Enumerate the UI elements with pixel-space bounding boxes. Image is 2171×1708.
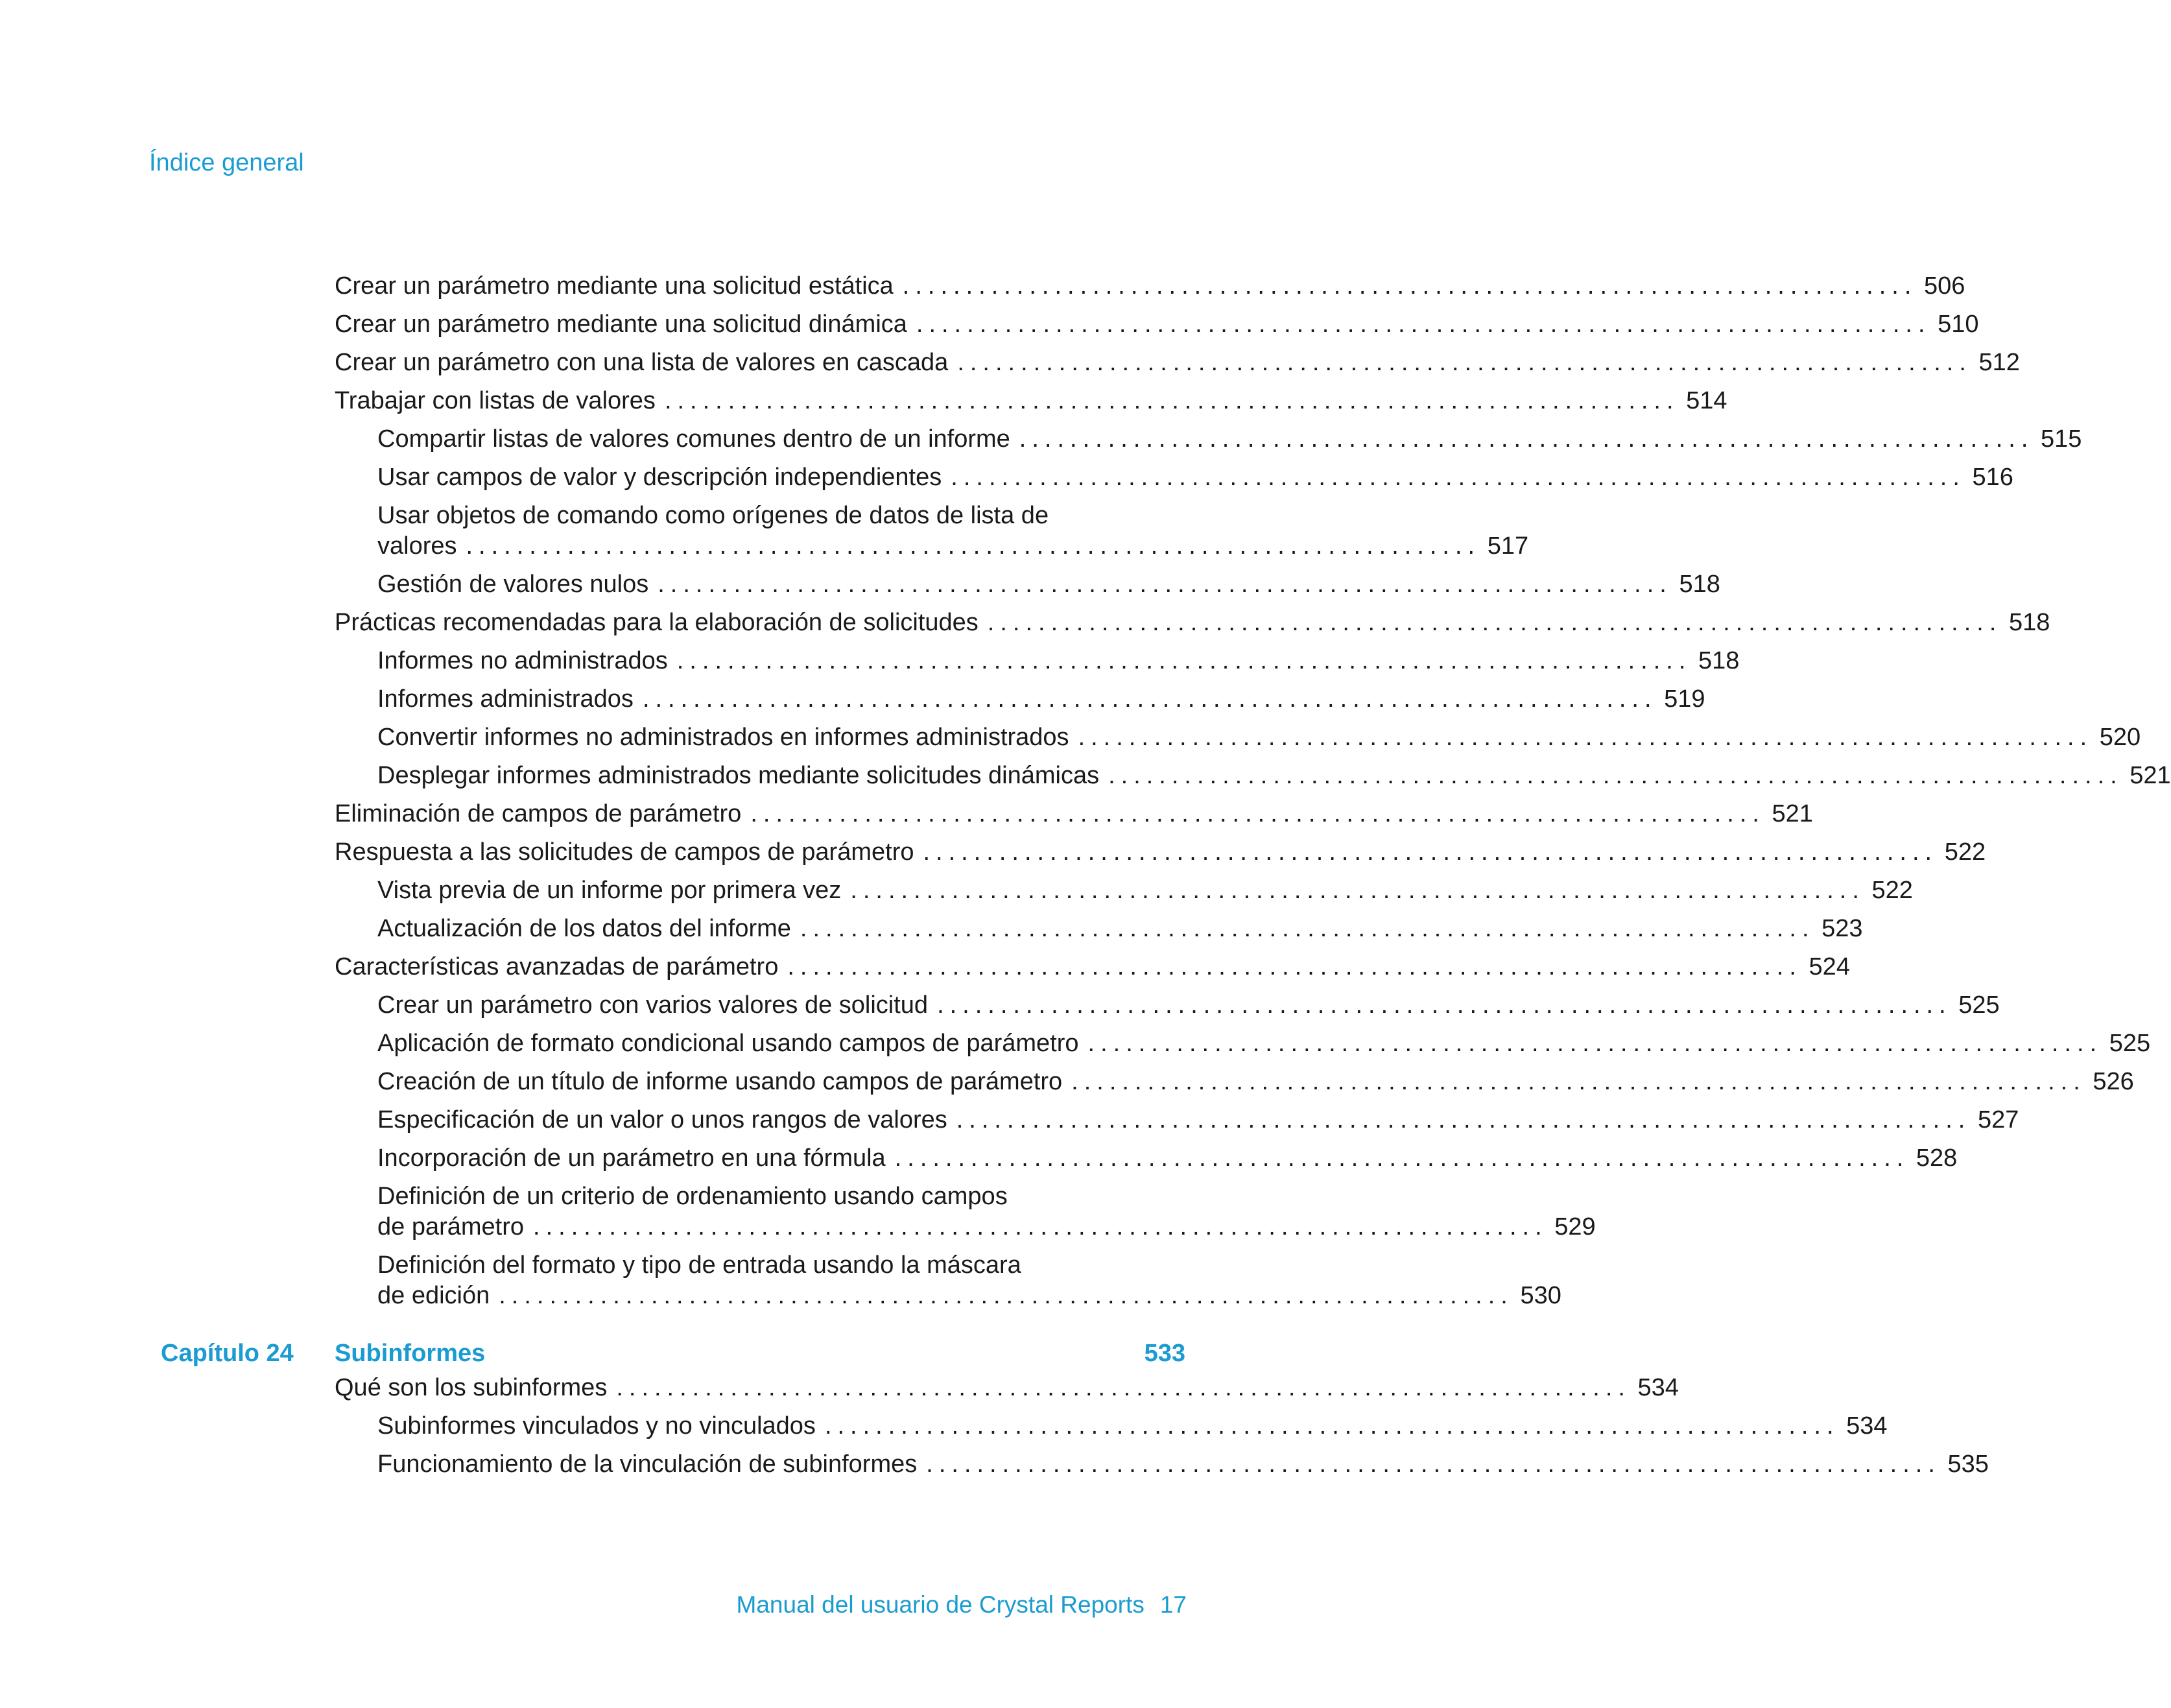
toc-entry-label: Respuesta a las solicitudes de campos de parámetro bbox=[335, 838, 914, 866]
toc-entry-page: 516 bbox=[1972, 464, 2013, 491]
toc-entry-page: 518 bbox=[1698, 647, 1740, 674]
page-header-title: Índice general bbox=[149, 149, 304, 176]
toc-entry[interactable] bbox=[335, 386, 1727, 424]
toc-entry-page: 525 bbox=[1958, 991, 2000, 1019]
leader-dots: ................................................................................ bbox=[676, 647, 1692, 674]
toc-entry[interactable] bbox=[335, 1028, 2151, 1067]
leader-dots: ................................................................................ bbox=[894, 1145, 1910, 1172]
toc-entry-label: Creación de un título de informe usando campos de parámetro bbox=[377, 1068, 1063, 1095]
toc-entry-label: Vista previa de un informe por primera vez bbox=[377, 877, 842, 904]
toc-entry-page: 514 bbox=[1686, 387, 1727, 414]
leader-dots: ................................................................................ bbox=[1019, 425, 2034, 453]
leader-dots: ................................................................................ bbox=[664, 387, 1679, 414]
toc-entry-label: Crear un parámetro con una lista de valores en cascada bbox=[335, 349, 949, 376]
toc-entry-page: 512 bbox=[1978, 349, 2020, 376]
toc-entry-label: Gestión de valores nulos bbox=[377, 571, 649, 598]
toc-entry-page: 518 bbox=[1679, 571, 1720, 598]
toc-entry-label-line1: Usar objetos de comando como orígenes de datos de lista de bbox=[377, 502, 1049, 529]
leader-dots: ................................................................................ bbox=[800, 915, 1815, 942]
toc-entry[interactable] bbox=[335, 646, 1740, 684]
leader-dots: ................................................................................ bbox=[1071, 1068, 2086, 1095]
toc-entry-page: 534 bbox=[1637, 1374, 1679, 1401]
leader-dots: ................................................................................ bbox=[956, 1106, 1971, 1133]
chapter-number: Capítulo 24 bbox=[161, 1340, 294, 1367]
toc-entry-page: 524 bbox=[1809, 953, 1850, 980]
toc-entry[interactable] bbox=[335, 569, 1720, 608]
toc-entry[interactable] bbox=[335, 1067, 2134, 1105]
leader-dots: ................................................................................ bbox=[1108, 762, 2123, 789]
toc-entry-label: Aplicación de formato condicional usando campos de parámetro bbox=[377, 1030, 1079, 1057]
toc-entry-page: 535 bbox=[1947, 1451, 1989, 1478]
toc-entry[interactable] bbox=[335, 722, 2141, 761]
toc-entry[interactable] bbox=[335, 1105, 2019, 1143]
toc-entry[interactable] bbox=[335, 1373, 1679, 1411]
toc-entry[interactable] bbox=[335, 684, 1705, 722]
toc-entry[interactable] bbox=[335, 875, 1913, 914]
toc-entry[interactable] bbox=[335, 990, 2000, 1028]
leader-dots: ................................................................................ bbox=[937, 991, 1952, 1019]
toc-entry-label: Eliminación de campos de parámetro bbox=[335, 800, 742, 827]
toc-entry-label: Informes no administrados bbox=[377, 647, 668, 674]
toc-entry-label: Qué son los subinformes bbox=[335, 1374, 608, 1401]
toc-entry-label: Crear un parámetro mediante una solicitud dinámica bbox=[335, 311, 907, 338]
toc-entry-page: 520 bbox=[2099, 724, 2141, 751]
footer-page-number: 17 bbox=[1159, 1591, 1187, 1618]
toc-entry-page: 515 bbox=[2041, 425, 2082, 453]
leader-dots: ................................................................................ bbox=[499, 1282, 1513, 1309]
toc-entry-label: Crear un parámetro con varios valores de solicitud bbox=[377, 991, 929, 1019]
toc-entry[interactable] bbox=[335, 952, 1850, 990]
chapter-page: 533 bbox=[1144, 1340, 1185, 1367]
table-of-contents bbox=[335, 271, 2171, 1319]
toc-entry-page: 519 bbox=[1664, 685, 1705, 713]
toc-entry[interactable] bbox=[335, 1250, 1561, 1319]
chapter-table-of-contents bbox=[335, 1373, 1989, 1488]
toc-entry[interactable] bbox=[335, 348, 2020, 386]
toc-entry[interactable] bbox=[335, 837, 1986, 875]
toc-entry[interactable] bbox=[335, 1411, 1888, 1449]
toc-entry-label: Incorporación de un parámetro en una fórmula bbox=[377, 1145, 886, 1172]
toc-entry-label-line1: Definición del formato y tipo de entrada usando la máscara bbox=[377, 1251, 1021, 1279]
toc-entry[interactable] bbox=[335, 309, 1979, 348]
toc-entry-page: 506 bbox=[1924, 272, 1965, 300]
toc-entry-page: 529 bbox=[1554, 1213, 1596, 1240]
toc-entry-label: Especificación de un valor o unos rangos de valores bbox=[377, 1106, 947, 1133]
toc-entry-label: Características avanzadas de parámetro bbox=[335, 953, 779, 980]
leader-dots: ................................................................................ bbox=[658, 571, 1672, 598]
leader-dots: ................................................................................ bbox=[824, 1412, 1840, 1440]
toc-entry-page: 530 bbox=[1520, 1282, 1561, 1309]
toc-entry-page: 521 bbox=[2129, 762, 2171, 789]
leader-dots: ................................................................................ bbox=[642, 685, 1657, 713]
toc-entry-label: Subinformes vinculados y no vinculados bbox=[377, 1412, 816, 1440]
toc-entry-label: Desplegar informes administrados mediante solicitudes dinámicas bbox=[377, 762, 1100, 789]
toc-entry-label: Prácticas recomendadas para la elaboración de solicitudes bbox=[335, 609, 979, 636]
toc-entry-page: 510 bbox=[1938, 311, 1979, 338]
toc-entry[interactable] bbox=[335, 1143, 1958, 1181]
toc-entry-page: 517 bbox=[1487, 532, 1529, 560]
leader-dots: ................................................................................ bbox=[533, 1213, 1548, 1240]
leader-dots: ................................................................................ bbox=[850, 877, 1865, 904]
leader-dots: ................................................................................ bbox=[987, 609, 2002, 636]
toc-entry[interactable] bbox=[335, 608, 2050, 646]
toc-entry-label: Funcionamiento de la vinculación de subinformes bbox=[377, 1451, 918, 1478]
toc-entry[interactable] bbox=[335, 271, 1965, 309]
toc-entry[interactable] bbox=[335, 462, 2013, 501]
toc-entry-label: Convertir informes no administrados en informes administrados bbox=[377, 724, 1069, 751]
toc-entry-label: Actualización de los datos del informe bbox=[377, 915, 791, 942]
toc-entry-label-line1: Definición de un criterio de ordenamiento usando campos bbox=[377, 1183, 1008, 1210]
leader-dots: ................................................................................ bbox=[466, 532, 1481, 560]
toc-entry-label: Usar campos de valor y descripción independientes bbox=[377, 464, 942, 491]
toc-entry[interactable] bbox=[335, 501, 1529, 569]
toc-entry-page: 534 bbox=[1846, 1412, 1888, 1440]
toc-entry-page: 523 bbox=[1821, 915, 1863, 942]
toc-entry-label: Crear un parámetro mediante una solicitud estática bbox=[335, 272, 894, 300]
leader-dots: ................................................................................ bbox=[916, 311, 1931, 338]
toc-entry-page: 528 bbox=[1916, 1145, 1958, 1172]
leader-dots: ................................................................................ bbox=[1087, 1030, 2103, 1057]
leader-dots: ................................................................................ bbox=[750, 800, 1765, 827]
page-footer bbox=[737, 1591, 1187, 1619]
toc-entry-label: Trabajar con listas de valores bbox=[335, 387, 656, 414]
leader-dots: ................................................................................ bbox=[1078, 724, 2093, 751]
toc-entry-label-line2: valores bbox=[377, 532, 457, 560]
toc-entry[interactable] bbox=[335, 761, 2171, 799]
toc-entry-page: 518 bbox=[2009, 609, 2050, 636]
leader-dots: ................................................................................ bbox=[951, 464, 1965, 491]
toc-entry-label: Informes administrados bbox=[377, 685, 634, 713]
toc-entry-page: 527 bbox=[1977, 1106, 2019, 1133]
leader-dots: ................................................................................ bbox=[616, 1374, 1631, 1401]
toc-entry-page: 526 bbox=[2093, 1068, 2134, 1095]
toc-entry-page: 525 bbox=[2109, 1030, 2151, 1057]
toc-entry[interactable] bbox=[335, 424, 2082, 462]
toc-entry-label-line2: de parámetro bbox=[377, 1213, 525, 1240]
toc-entry-label: Compartir listas de valores comunes dentro de un informe bbox=[377, 425, 1010, 453]
leader-dots: ................................................................................ bbox=[923, 838, 1938, 866]
leader-dots: ................................................................................ bbox=[957, 349, 1972, 376]
toc-entry[interactable] bbox=[335, 799, 1813, 837]
toc-entry-page: 522 bbox=[1944, 838, 1986, 866]
footer-text: Manual del usuario de Crystal Reports bbox=[736, 1591, 1145, 1618]
leader-dots: ................................................................................ bbox=[926, 1451, 1941, 1478]
toc-entry[interactable] bbox=[335, 1181, 1596, 1250]
toc-entry-label-line2: de edición bbox=[377, 1282, 490, 1309]
toc-entry[interactable] bbox=[335, 1449, 1989, 1488]
toc-entry-page: 521 bbox=[1772, 800, 1813, 827]
leader-dots: ................................................................................ bbox=[787, 953, 1802, 980]
chapter-title: Subinformes bbox=[335, 1340, 486, 1367]
toc-entry[interactable] bbox=[335, 914, 1863, 952]
toc-entry-page: 522 bbox=[1871, 877, 1913, 904]
leader-dots: ................................................................................ bbox=[902, 272, 1917, 300]
